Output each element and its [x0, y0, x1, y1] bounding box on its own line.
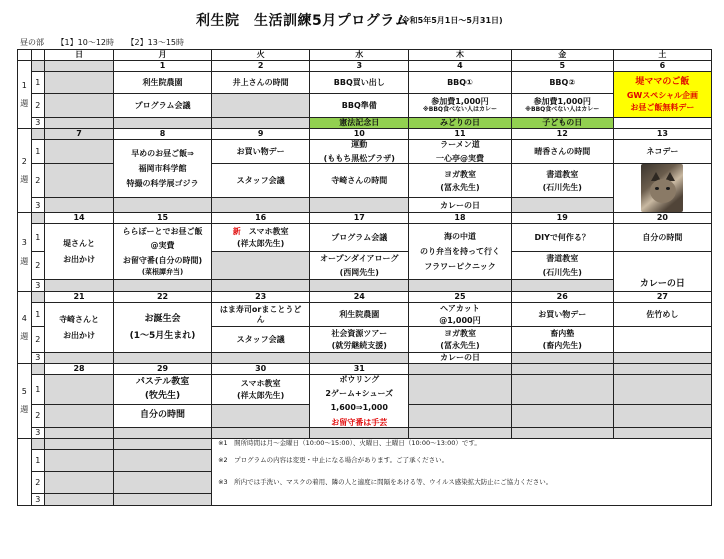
program-cell: 書道教室 (石川先生) [511, 252, 613, 280]
notes-row-3: 3 [18, 493, 712, 505]
program-cell: お買い物デー [511, 303, 613, 327]
note-3: ※3 所内では手洗い、マスクの着用、隣の人と適度に間隔をあける等、ウイルス感染拡大防止にご協力ください。 [212, 471, 712, 493]
week-3-label: 3 週 [18, 213, 32, 292]
week-4-slot-1: 1 寺崎さんと お出かけ お誕生会 (1～5月生まれ) はま寿司orまことうど ん 利生院農園 ヘアカット @1,000円 お買い物デー 佐竹めし [18, 303, 712, 327]
special-note: お昼ご飯無料デー [630, 103, 695, 113]
page-period: (令和5年5月1日～5月31日) [398, 16, 503, 25]
program-cell: パステル教室 (牧先生) [114, 375, 212, 405]
date: 28 [45, 364, 114, 375]
week-4-slot-2: 2 スタッフ会議 社会資源ツアー (就労継続支援) ヨガ教室 (冨永先生) 畜内塾 (畜内先生) [18, 327, 712, 353]
week-2-slot-1: 1 早めのお昼ご飯⇒ 福岡市科学館 特撮の科学展ゴジラ お買い物デー 運動 (ももち黒松プラザ) ラーメン道 一心亭@実費 晴香さんの時間 ネコデー [18, 140, 712, 164]
program-cell: 社会資源ツアー (就労継続支援) [310, 327, 409, 353]
date: 23 [212, 292, 310, 303]
slot-1: 【1】10～12時 [56, 38, 114, 47]
date: 11 [409, 129, 511, 140]
week-3-dates [18, 213, 712, 224]
special-title: 堤ママのご飯 [635, 76, 690, 87]
holiday-label: みどりの日 [409, 118, 511, 129]
program-cell: 利生院農園 [310, 303, 409, 327]
date: 5 [511, 61, 613, 72]
date: 17 [310, 213, 409, 224]
week-5-label: 5 週 [18, 364, 32, 439]
program-cell: お誕生会 (1～5月生まれ) [114, 303, 212, 353]
date: 31 [310, 364, 409, 375]
date: 25 [409, 292, 511, 303]
program-cell: 参加費1,000円 ※BBQ食べない人はカレー [409, 94, 511, 118]
holiday-label: 子どもの日 [511, 118, 613, 129]
week-3-slot-2: 2 オープンダイアローグ (西岡先生) 書道教室 (石川先生) カレーの日 [18, 252, 712, 280]
weekday-sun: 日 [45, 50, 114, 61]
date: 15 [114, 213, 212, 224]
date: 19 [511, 213, 613, 224]
program-cell: はま寿司orまことうど ん [212, 303, 310, 327]
program-cell: 書道教室 (石川先生) [511, 164, 613, 198]
weekday-fri: 金 [511, 50, 613, 61]
program-cell: 運動 (ももち黒松プラザ) [310, 140, 409, 164]
notes-row-header [18, 438, 712, 449]
program-cell: 晴香さんの時間 [511, 140, 613, 164]
curry-day: カレーの日 [409, 353, 511, 364]
program-cell: ヘアカット @1,000円 [409, 303, 511, 327]
program-cell: オープンダイアローグ (西岡先生) [310, 252, 409, 280]
cat-photo-cell [613, 164, 711, 213]
date: 4 [409, 61, 511, 72]
program-cell: BBQ② [511, 72, 613, 94]
week-3-slot-3: 3 [18, 280, 712, 292]
date: 1 [114, 61, 212, 72]
program-cell: BBQ買い出し [310, 72, 409, 94]
weekday-tue: 火 [212, 50, 310, 61]
date: 12 [511, 129, 613, 140]
week-3-slot-1: 1 堤さんと お出かけ ららぽーとでお昼ご飯 @実費 お留守番(自分の時間) (菜根譚弁当) 新 スマホ教室 (祥太郎先生) プログラム会議 海の中道 のり弁当を持って行く フラワーピクニック DIYで何作る？ 自分の時間 [18, 224, 712, 252]
special-event [613, 72, 711, 118]
program-cell: 新 スマホ教室 (祥太郎先生) [212, 224, 310, 252]
weekday-thu: 木 [409, 50, 511, 61]
date: 7 [45, 129, 114, 140]
date: 24 [310, 292, 409, 303]
date: 6 [613, 61, 711, 72]
program-cell: DIYで何作る？ [511, 224, 613, 252]
program-cell: ラーメン道 一心亭@実費 [409, 140, 511, 164]
week-4-dates [18, 292, 712, 303]
week-2-slot-2: 2 スタッフ会議 寺崎さんの時間 ヨガ教室 (冨永先生) 書道教室 (石川先生) [18, 164, 712, 198]
slot-label: 昼の部 [20, 38, 44, 47]
title-row [0, 10, 724, 32]
week-5-slot-3: 3 [18, 427, 712, 438]
program-cell: 堤さんと お出かけ [45, 224, 114, 280]
holiday-label: 憲法記念日 [310, 118, 409, 129]
week-1-slot-1: 1 利生院農園 井上さんの時間 BBQ買い出し BBQ① BBQ② 堤ママのご飯 GWスペシャル企画 お昼ご飯無料デー [18, 72, 712, 94]
program-cell: スタッフ会議 [212, 164, 310, 198]
date: 9 [212, 129, 310, 140]
notes-row-2: 2 ※3 所内では手洗い、マスクの着用、隣の人と適度に間隔をあける等、ウイルス感染拡大防止にご協力ください。 [18, 471, 712, 493]
program-cell: 寺崎さんと お出かけ [45, 303, 114, 353]
date: 21 [45, 292, 114, 303]
program-cell: 参加費1,000円 ※BBQ食べない人はカレー [511, 94, 613, 118]
program-cell: プログラム会議 [310, 224, 409, 252]
schedule-table [17, 49, 712, 506]
date: 30 [212, 364, 310, 375]
weekday-header [18, 50, 712, 61]
date: 8 [114, 129, 212, 140]
week-4-label: 4 週 [18, 292, 32, 364]
date: 29 [114, 364, 212, 375]
weekday-mon: 月 [114, 50, 212, 61]
program-cell: ボウリング 2ゲーム+シューズ 1,600⇒1,000 お留守番は手芸 [310, 375, 409, 428]
week-2-dates [18, 129, 712, 140]
date: 2 [212, 61, 310, 72]
program-cell: 畜内塾 (畜内先生) [511, 327, 613, 353]
program-cell: 早めのお昼ご飯⇒ 福岡市科学館 特撮の科学展ゴジラ [114, 140, 212, 198]
week-1-slot-2: 2 プログラム会議 BBQ準備 参加費1,000円 ※BBQ食べない人はカレー 参加費1,000円 ※BBQ食べない人はカレー [18, 94, 712, 118]
week-5-dates [18, 364, 712, 375]
date: 20 [613, 213, 711, 224]
date: 14 [45, 213, 114, 224]
weekday-sat: 土 [613, 50, 711, 61]
date: 22 [114, 292, 212, 303]
program-cell: スマホ教室 (祥太郎先生) [212, 375, 310, 405]
page-title: 利生院 生活訓練5月プログラム [196, 13, 410, 29]
slot-2: 【2】13～15時 [126, 38, 184, 47]
note-1: ※1 開所時間は月～金曜日（10:00～15:00）、火曜日、土曜日（10:00～13:00）です。 [212, 438, 712, 449]
week-5-slot-2: 2 自分の時間 [18, 404, 712, 427]
week-1-slot-3: 3 憲法記念日 みどりの日 子どもの日 [18, 118, 712, 129]
week-1-dates [18, 61, 712, 72]
week-5-slot-1: 1 パステル教室 (牧先生) スマホ教室 (祥太郎先生) ボウリング 2ゲーム+シューズ 1,600⇒1,000 お留守番は手芸 [18, 375, 712, 405]
stay-note: お留守番は手芸 [331, 417, 388, 427]
special-subtitle: GWスペシャル企画 [626, 90, 699, 100]
program-cell: ヨガ教室 (冨永先生) [409, 164, 511, 198]
note-2: ※2 プログラムの内容は変更・中止になる場合があります。ご了承ください。 [212, 449, 712, 471]
program-cell: ヨガ教室 (冨永先生) [409, 327, 511, 353]
program-cell: 自分の時間 [114, 404, 212, 427]
curry-day: カレーの日 [409, 198, 511, 213]
program-cell: ららぽーとでお昼ご飯 @実費 お留守番(自分の時間) (菜根譚弁当) [114, 224, 212, 280]
date: 3 [310, 61, 409, 72]
program-cell: お買い物デー [212, 140, 310, 164]
week-2-slot-3: 3 カレーの日 [18, 198, 712, 213]
week-1-label: 1 週 [18, 61, 32, 129]
date: 18 [409, 213, 511, 224]
program-cell: 海の中道 のり弁当を持って行く フラワーピクニック [409, 224, 511, 280]
weekday-wed: 水 [310, 50, 409, 61]
program-cell: 井上さんの時間 [212, 72, 310, 94]
date: 27 [613, 292, 711, 303]
program-cell: 佐竹めし [613, 303, 711, 327]
notes-row-1: 1 ※2 プログラムの内容は変更・中止になる場合があります。ご了承ください。 [18, 449, 712, 471]
date: 13 [613, 129, 711, 140]
week-2-label: 2 週 [18, 129, 32, 213]
date: 10 [310, 129, 409, 140]
program-cell: プログラム会議 [114, 94, 212, 118]
program-cell: 自分の時間 [613, 224, 711, 252]
week-4-slot-3: 3 カレーの日 [18, 353, 712, 364]
program-cell: BBQ① [409, 72, 511, 94]
program-cell: カレーの日 [613, 252, 711, 292]
program-cell: 寺崎さんの時間 [310, 164, 409, 198]
program-cell: BBQ準備 [310, 94, 409, 118]
program-cell: 利生院農園 [114, 72, 212, 94]
program-cell: ネコデー [613, 140, 711, 164]
new-badge: 新 [232, 226, 241, 236]
date: 16 [212, 213, 310, 224]
program-cell: スタッフ会議 [212, 327, 310, 353]
cat-photo [641, 164, 683, 212]
time-slots [20, 37, 194, 48]
date: 26 [511, 292, 613, 303]
